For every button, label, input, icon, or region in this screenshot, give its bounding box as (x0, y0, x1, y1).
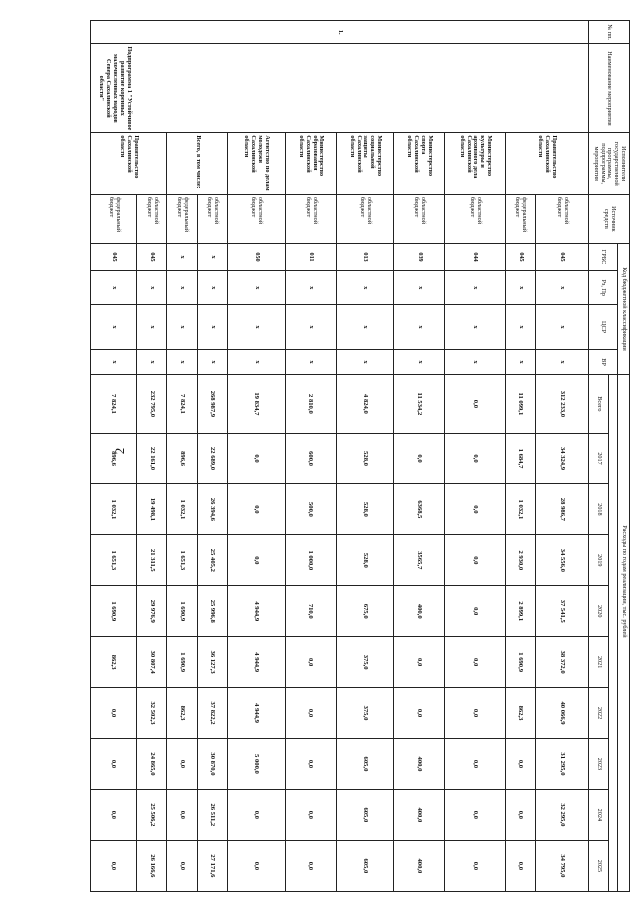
vr-cell: х (167, 349, 197, 374)
table-row (227, 21, 285, 892)
csr-cell: х (336, 305, 394, 350)
rzpr-cell: х (535, 271, 588, 305)
subprogram-name: Подпрограмма 1 "Устойчивое развитие коренных малочисленных народов Севера Сахалинской области" (91, 44, 589, 133)
year-value-cell: 36 127,3 (197, 637, 227, 688)
year-value-cell: 0,0 (394, 688, 445, 739)
grbs-cell: 044 (445, 243, 505, 271)
year-value-cell: 34 324,9 (535, 433, 588, 484)
grbs-cell: 013 (336, 243, 394, 271)
csr-cell: х (91, 305, 137, 350)
year-value-cell: 1 000,0 (285, 535, 336, 586)
rzpr-cell: х (137, 271, 167, 305)
year-value-cell: 528,0 (336, 433, 394, 484)
vr-cell: х (336, 349, 394, 374)
year-value-cell: 4 944,9 (227, 637, 285, 688)
csr-cell: х (197, 305, 227, 350)
year-value-cell: 600,0 (285, 433, 336, 484)
year-value-cell: 5 000,0 (227, 739, 285, 790)
header-name: Наименование мероприятия (589, 44, 630, 133)
header-executor: Исполнители государственной программы, подпрограммы, мероприятия (589, 133, 630, 195)
year-value-cell: 528,0 (336, 535, 394, 586)
year-value-cell: 605,0 (336, 789, 394, 840)
year-value-cell: 0,0 (227, 535, 285, 586)
header-year: 2024 (589, 789, 609, 840)
year-value-cell: 0,0 (505, 789, 535, 840)
page-number: 2 (112, 447, 127, 455)
header-year: 2021 (589, 637, 609, 688)
table-row (137, 21, 167, 892)
year-value-cell: 22 689,0 (197, 433, 227, 484)
header-year: 2020 (589, 586, 609, 637)
header-expenses-spacer (609, 375, 618, 892)
year-value-cell: 375,0 (336, 637, 394, 688)
year-value-cell: 2 899,1 (505, 586, 535, 637)
year-value-cell: 605,0 (336, 840, 394, 891)
year-value-cell: 0,0 (91, 840, 137, 891)
grbs-cell: х (197, 243, 227, 271)
table-row (285, 21, 336, 892)
year-value-cell: 0,0 (285, 688, 336, 739)
source-cell: областной бюджет (336, 194, 394, 243)
budget-table-body (91, 21, 589, 892)
year-value-cell: 40 066,9 (535, 688, 588, 739)
year-value-cell: 0,0 (91, 688, 137, 739)
header-vr: ВР (589, 349, 618, 374)
year-value-cell: 0,0 (445, 637, 505, 688)
header-csr: ЦСР (589, 305, 618, 350)
header-total: Всего (589, 375, 609, 433)
total-value-cell: 4 824,0 (336, 375, 394, 433)
year-value-cell: 0,0 (167, 840, 197, 891)
year-value-cell: 38 372,0 (535, 637, 588, 688)
year-value-cell: 1 032,1 (167, 484, 197, 535)
executor-cell: Агентство по делам молодежи Сахалинской области (227, 133, 285, 195)
year-value-cell: 1 684,7 (505, 433, 535, 484)
document-page (90, 20, 630, 892)
vr-cell: х (285, 349, 336, 374)
rzpr-cell: х (394, 271, 445, 305)
year-value-cell: 0,0 (445, 840, 505, 891)
rzpr-cell: х (445, 271, 505, 305)
header-grbs: ГРБС (589, 243, 618, 271)
csr-cell: х (535, 305, 588, 350)
budget-table (90, 20, 630, 892)
executor-cell: Правительство Сахалинской области (91, 133, 167, 195)
year-value-cell: 0,0 (285, 840, 336, 891)
total-value-cell: 312 233,0 (535, 375, 588, 433)
rzpr-cell: х (197, 271, 227, 305)
table-row (336, 21, 394, 892)
header-expenses: Расходы по годам реализации, тыс. рублей (618, 375, 630, 892)
grbs-cell: 050 (227, 243, 285, 271)
year-value-cell: 34 795,0 (535, 840, 588, 891)
executor-cell: Министерство культуры и архивного дела Сахалинской области (445, 133, 505, 195)
year-value-cell: 0,0 (445, 535, 505, 586)
source-cell: областной бюджет (137, 194, 167, 243)
source-cell: областной бюджет (197, 194, 227, 243)
csr-cell: х (137, 305, 167, 350)
header-rzpr: Рз, Пр (589, 271, 618, 305)
header-year: 2017 (589, 433, 609, 484)
total-value-cell: 11 099,1 (505, 375, 535, 433)
table-row (197, 21, 227, 892)
year-value-cell: 4 944,9 (227, 688, 285, 739)
total-value-cell: 0,0 (445, 375, 505, 433)
year-value-cell: 0,0 (285, 789, 336, 840)
year-value-cell: 0,0 (91, 739, 137, 790)
year-value-cell: 0,0 (285, 637, 336, 688)
source-cell: федеральный бюджет (505, 194, 535, 243)
source-cell: областной бюджет (227, 194, 285, 243)
total-value-cell: 7 824,1 (91, 375, 137, 433)
year-value-cell: 400,0 (394, 586, 445, 637)
executor-cell: Министерство образования Сахалинской области (285, 133, 336, 195)
year-value-cell: 1 032,1 (505, 484, 535, 535)
year-value-cell: 24 865,0 (137, 739, 167, 790)
vr-cell: х (445, 349, 505, 374)
year-value-cell: 0,0 (445, 433, 505, 484)
grbs-cell: 045 (137, 243, 167, 271)
grbs-cell: 039 (394, 243, 445, 271)
year-value-cell: 21 311,5 (137, 535, 167, 586)
grbs-cell: 045 (505, 243, 535, 271)
vr-cell: х (227, 349, 285, 374)
year-value-cell: 25 405,2 (197, 535, 227, 586)
total-value-cell: 2 810,0 (285, 375, 336, 433)
year-value-cell: 0,0 (445, 789, 505, 840)
year-value-cell: 37 541,5 (535, 586, 588, 637)
year-value-cell: 0,0 (227, 840, 285, 891)
year-value-cell: 1 690,9 (167, 637, 197, 688)
header-year: 2019 (589, 535, 609, 586)
grbs-cell: 011 (285, 243, 336, 271)
year-value-cell: 528,0 (336, 484, 394, 535)
header-year: 2025 (589, 840, 609, 891)
budget-table-container (90, 20, 630, 892)
vr-cell: х (91, 349, 137, 374)
csr-cell: х (285, 305, 336, 350)
rzpr-cell: х (167, 271, 197, 305)
year-value-cell: 0,0 (505, 840, 535, 891)
rzpr-cell: х (336, 271, 394, 305)
year-value-cell: 0,0 (394, 637, 445, 688)
executor-cell: Министерство спорта Сахалинской области (394, 133, 445, 195)
csr-cell: х (167, 305, 197, 350)
year-value-cell: 0,0 (394, 433, 445, 484)
table-row (445, 21, 505, 892)
year-value-cell: 0,0 (445, 688, 505, 739)
year-value-cell: 31 295,0 (535, 739, 588, 790)
vr-cell: х (197, 349, 227, 374)
header-budget-code: Код бюджетной классификации (618, 243, 630, 375)
executor-cell: Министерство социальной защиты Сахалинской области (336, 133, 394, 195)
year-value-cell: 500,0 (285, 484, 336, 535)
year-value-cell: 0,0 (285, 739, 336, 790)
year-value-cell: 710,0 (285, 586, 336, 637)
year-value-cell: 30 870,0 (197, 739, 227, 790)
year-value-cell: 0,0 (227, 433, 285, 484)
total-value-cell: 7 824,1 (167, 375, 197, 433)
year-value-cell: 25 506,2 (137, 789, 167, 840)
year-value-cell: 22 161,0 (137, 433, 167, 484)
rzpr-cell: х (227, 271, 285, 305)
year-value-cell: 34 556,0 (535, 535, 588, 586)
year-value-cell: 0,0 (445, 586, 505, 637)
source-cell: областной бюджет (445, 194, 505, 243)
year-value-cell: 28 986,7 (535, 484, 588, 535)
header-year: 2018 (589, 484, 609, 535)
year-value-cell: 3565,7 (394, 535, 445, 586)
year-value-cell: 26 394,6 (197, 484, 227, 535)
year-value-cell: 675,0 (336, 586, 394, 637)
year-value-cell: 4 944,9 (227, 586, 285, 637)
year-value-cell: 6368,5 (394, 484, 445, 535)
year-value-cell: 400,0 (394, 739, 445, 790)
year-value-cell: 0,0 (445, 484, 505, 535)
vr-cell: х (137, 349, 167, 374)
year-value-cell: 1 690,9 (91, 586, 137, 637)
table-row (394, 21, 445, 892)
year-value-cell: 1 690,9 (167, 586, 197, 637)
year-value-cell: 1 651,3 (167, 535, 197, 586)
source-cell: федеральный бюджет (91, 194, 137, 243)
header-year: 2023 (589, 739, 609, 790)
year-value-cell: 0,0 (505, 739, 535, 790)
vr-cell: х (394, 349, 445, 374)
header-year: 2022 (589, 688, 609, 739)
executor-cell: Всего, в том числе: (167, 133, 227, 195)
year-value-cell: 0,0 (167, 789, 197, 840)
table-row (535, 21, 588, 892)
rzpr-cell: х (505, 271, 535, 305)
vr-cell: х (505, 349, 535, 374)
year-value-cell: 605,0 (336, 739, 394, 790)
year-value-cell: 0,0 (167, 739, 197, 790)
year-value-cell: 0,0 (227, 484, 285, 535)
source-cell: областной бюджет (394, 194, 445, 243)
subprogram-index: 1. (91, 21, 589, 44)
year-value-cell: 896,6 (91, 433, 137, 484)
executor-cell: Правительство Сахалинской области (505, 133, 588, 195)
year-value-cell: 400,0 (394, 840, 445, 891)
source-cell: областной бюджет (285, 194, 336, 243)
year-value-cell: 896,6 (167, 433, 197, 484)
total-value-cell: 232 795,0 (137, 375, 167, 433)
year-value-cell: 37 822,2 (197, 688, 227, 739)
year-value-cell: 2 930,0 (505, 535, 535, 586)
rzpr-cell: х (91, 271, 137, 305)
csr-cell: х (505, 305, 535, 350)
year-value-cell: 32 502,3 (137, 688, 167, 739)
year-value-cell: 30 807,4 (137, 637, 167, 688)
total-value-cell: 19 834,7 (227, 375, 285, 433)
header-num: № пп. (589, 21, 630, 44)
year-value-cell: 25 996,8 (197, 586, 227, 637)
source-cell: областной бюджет (535, 194, 588, 243)
total-value-cell: 268 987,9 (197, 375, 227, 433)
year-value-cell: 375,0 (336, 688, 394, 739)
year-value-cell: 1 651,3 (91, 535, 137, 586)
year-value-cell: 19 498,1 (137, 484, 167, 535)
year-value-cell: 26 511,2 (197, 789, 227, 840)
vr-cell: х (535, 349, 588, 374)
year-value-cell: 862,3 (505, 688, 535, 739)
year-value-cell: 32 295,0 (535, 789, 588, 840)
year-value-cell: 400,0 (394, 789, 445, 840)
header-source: Источник средств (589, 194, 630, 243)
csr-cell: х (394, 305, 445, 350)
year-value-cell: 27 171,6 (197, 840, 227, 891)
year-value-cell: 1 690,9 (505, 637, 535, 688)
grbs-cell: 045 (91, 243, 137, 271)
year-value-cell: 26 166,6 (137, 840, 167, 891)
source-cell: федеральный бюджет (167, 194, 197, 243)
grbs-cell: х (167, 243, 197, 271)
year-value-cell: 0,0 (91, 789, 137, 840)
year-value-cell: 862,3 (167, 688, 197, 739)
year-value-cell: 0,0 (227, 789, 285, 840)
year-value-cell: 29 976,9 (137, 586, 167, 637)
year-value-cell: 0,0 (445, 739, 505, 790)
grbs-cell: 045 (535, 243, 588, 271)
total-value-cell: 11 534,2 (394, 375, 445, 433)
year-value-cell: 862,3 (91, 637, 137, 688)
csr-cell: х (445, 305, 505, 350)
year-value-cell: 1 032,1 (91, 484, 137, 535)
rzpr-cell: х (285, 271, 336, 305)
csr-cell: х (227, 305, 285, 350)
